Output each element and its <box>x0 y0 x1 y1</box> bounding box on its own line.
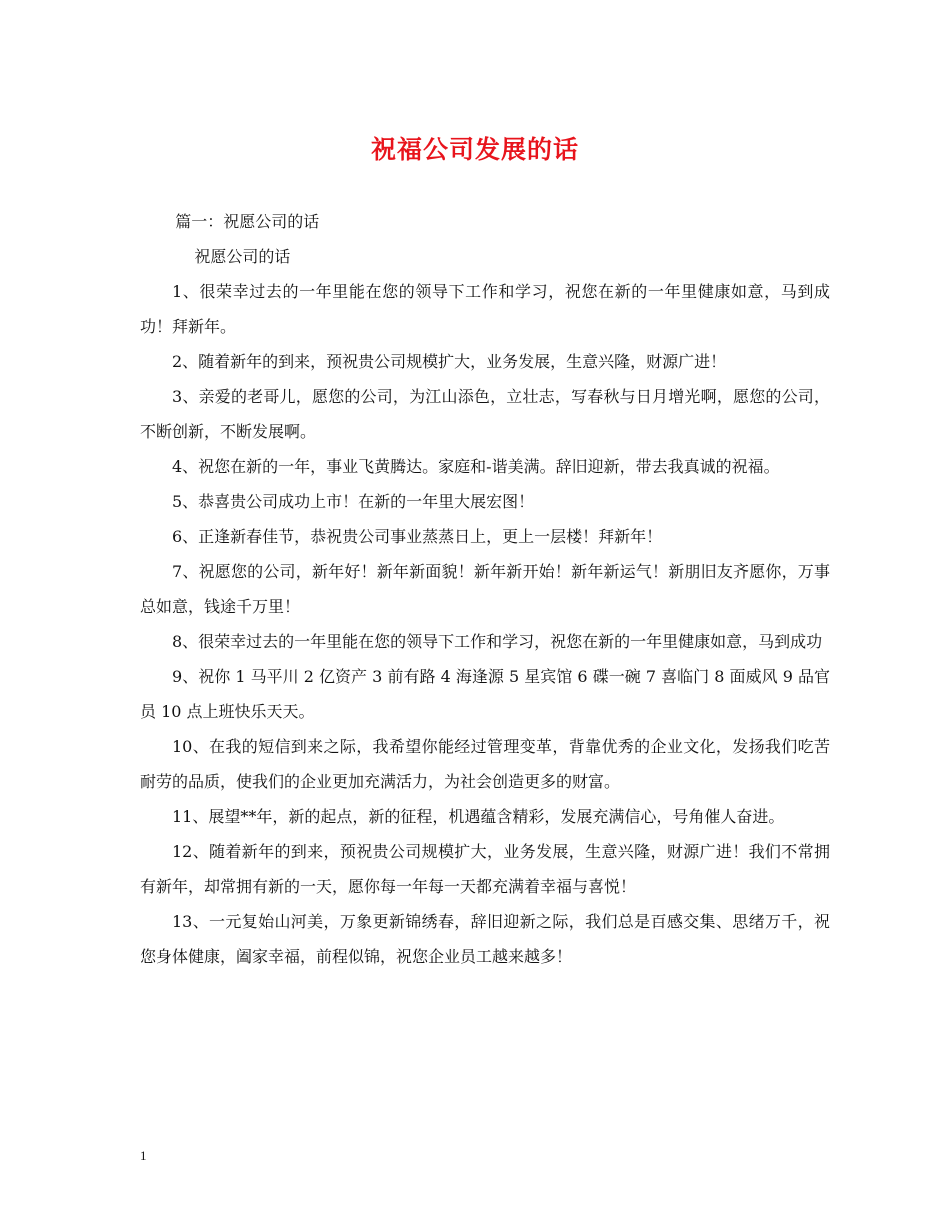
document-body <box>140 204 830 974</box>
paragraph: 12、随着新年的到来，预祝贵公司规模扩大，业务发展，生意兴隆，财源广进！我们不常拥有新年，却常拥有新的一天，愿你每一年每一天都充满着幸福与喜悦！ <box>140 842 830 896</box>
page-number: 1 <box>140 1148 147 1163</box>
paragraph: 4、祝您在新的一年，事业飞黄腾达。家庭和-谐美满。辞旧迎新，带去我真诚的祝福。 <box>172 457 780 476</box>
paragraph: 5、恭喜贵公司成功上市！在新的一年里大展宏图！ <box>172 492 535 511</box>
paragraph: 13、一元复始山河美，万象更新锦绣春，辞旧迎新之际，我们总是百感交集、思绪万千，祝您身体健康，阖家幸福，前程似锦，祝您企业员工越来越多！ <box>140 912 830 966</box>
paragraph: 3、亲爱的老哥儿，愿您的公司，为江山添色，立壮志，写春秋与日月增光啊，愿您的公司，不断创新，不断发展啊。 <box>140 387 830 441</box>
paragraph: 10、在我的短信到来之际，我希望你能经过管理变革，背靠优秀的企业文化，发扬我们吃苦耐劳的品质，使我们的企业更加充满活力，为社会创造更多的财富。 <box>140 737 830 791</box>
paragraph: 7、祝愿您的公司，新年好！新年新面貌！新年新开始！新年新运气！新朋旧友齐愿你，万事总如意，钱途千万里！ <box>140 562 830 616</box>
paragraph: 8、很荣幸过去的一年里能在您的领导下工作和学习，祝您在新的一年里健康如意，马到成功 <box>172 632 823 651</box>
section-heading: 篇一：祝愿公司的话 <box>175 212 320 231</box>
paragraph: 6、正逢新春佳节，恭祝贵公司事业蒸蒸日上，更上一层楼！拜新年！ <box>172 527 663 546</box>
paragraph: 9、祝你 1 马平川 2 亿资产 3 前有路 4 海逢源 5 星宾馆 6 碟一碗 7 喜临门 8 面威风 9 品官员 10 点上班快乐天天。 <box>140 667 830 721</box>
paragraph: 11、展望**年，新的起点，新的征程，机遇蕴含精彩，发展充满信心，号角催人奋进。 <box>172 807 785 826</box>
document-title: 祝福公司发展的话 <box>370 135 579 164</box>
paragraph: 2、随着新年的到来，预祝贵公司规模扩大，业务发展，生意兴隆，财源广进！ <box>172 352 727 371</box>
paragraph: 1、很荣幸过去的一年里能在您的领导下工作和学习，祝您在新的一年里健康如意，马到成功！拜新年。 <box>140 282 830 336</box>
sub-heading: 祝愿公司的话 <box>194 247 291 266</box>
